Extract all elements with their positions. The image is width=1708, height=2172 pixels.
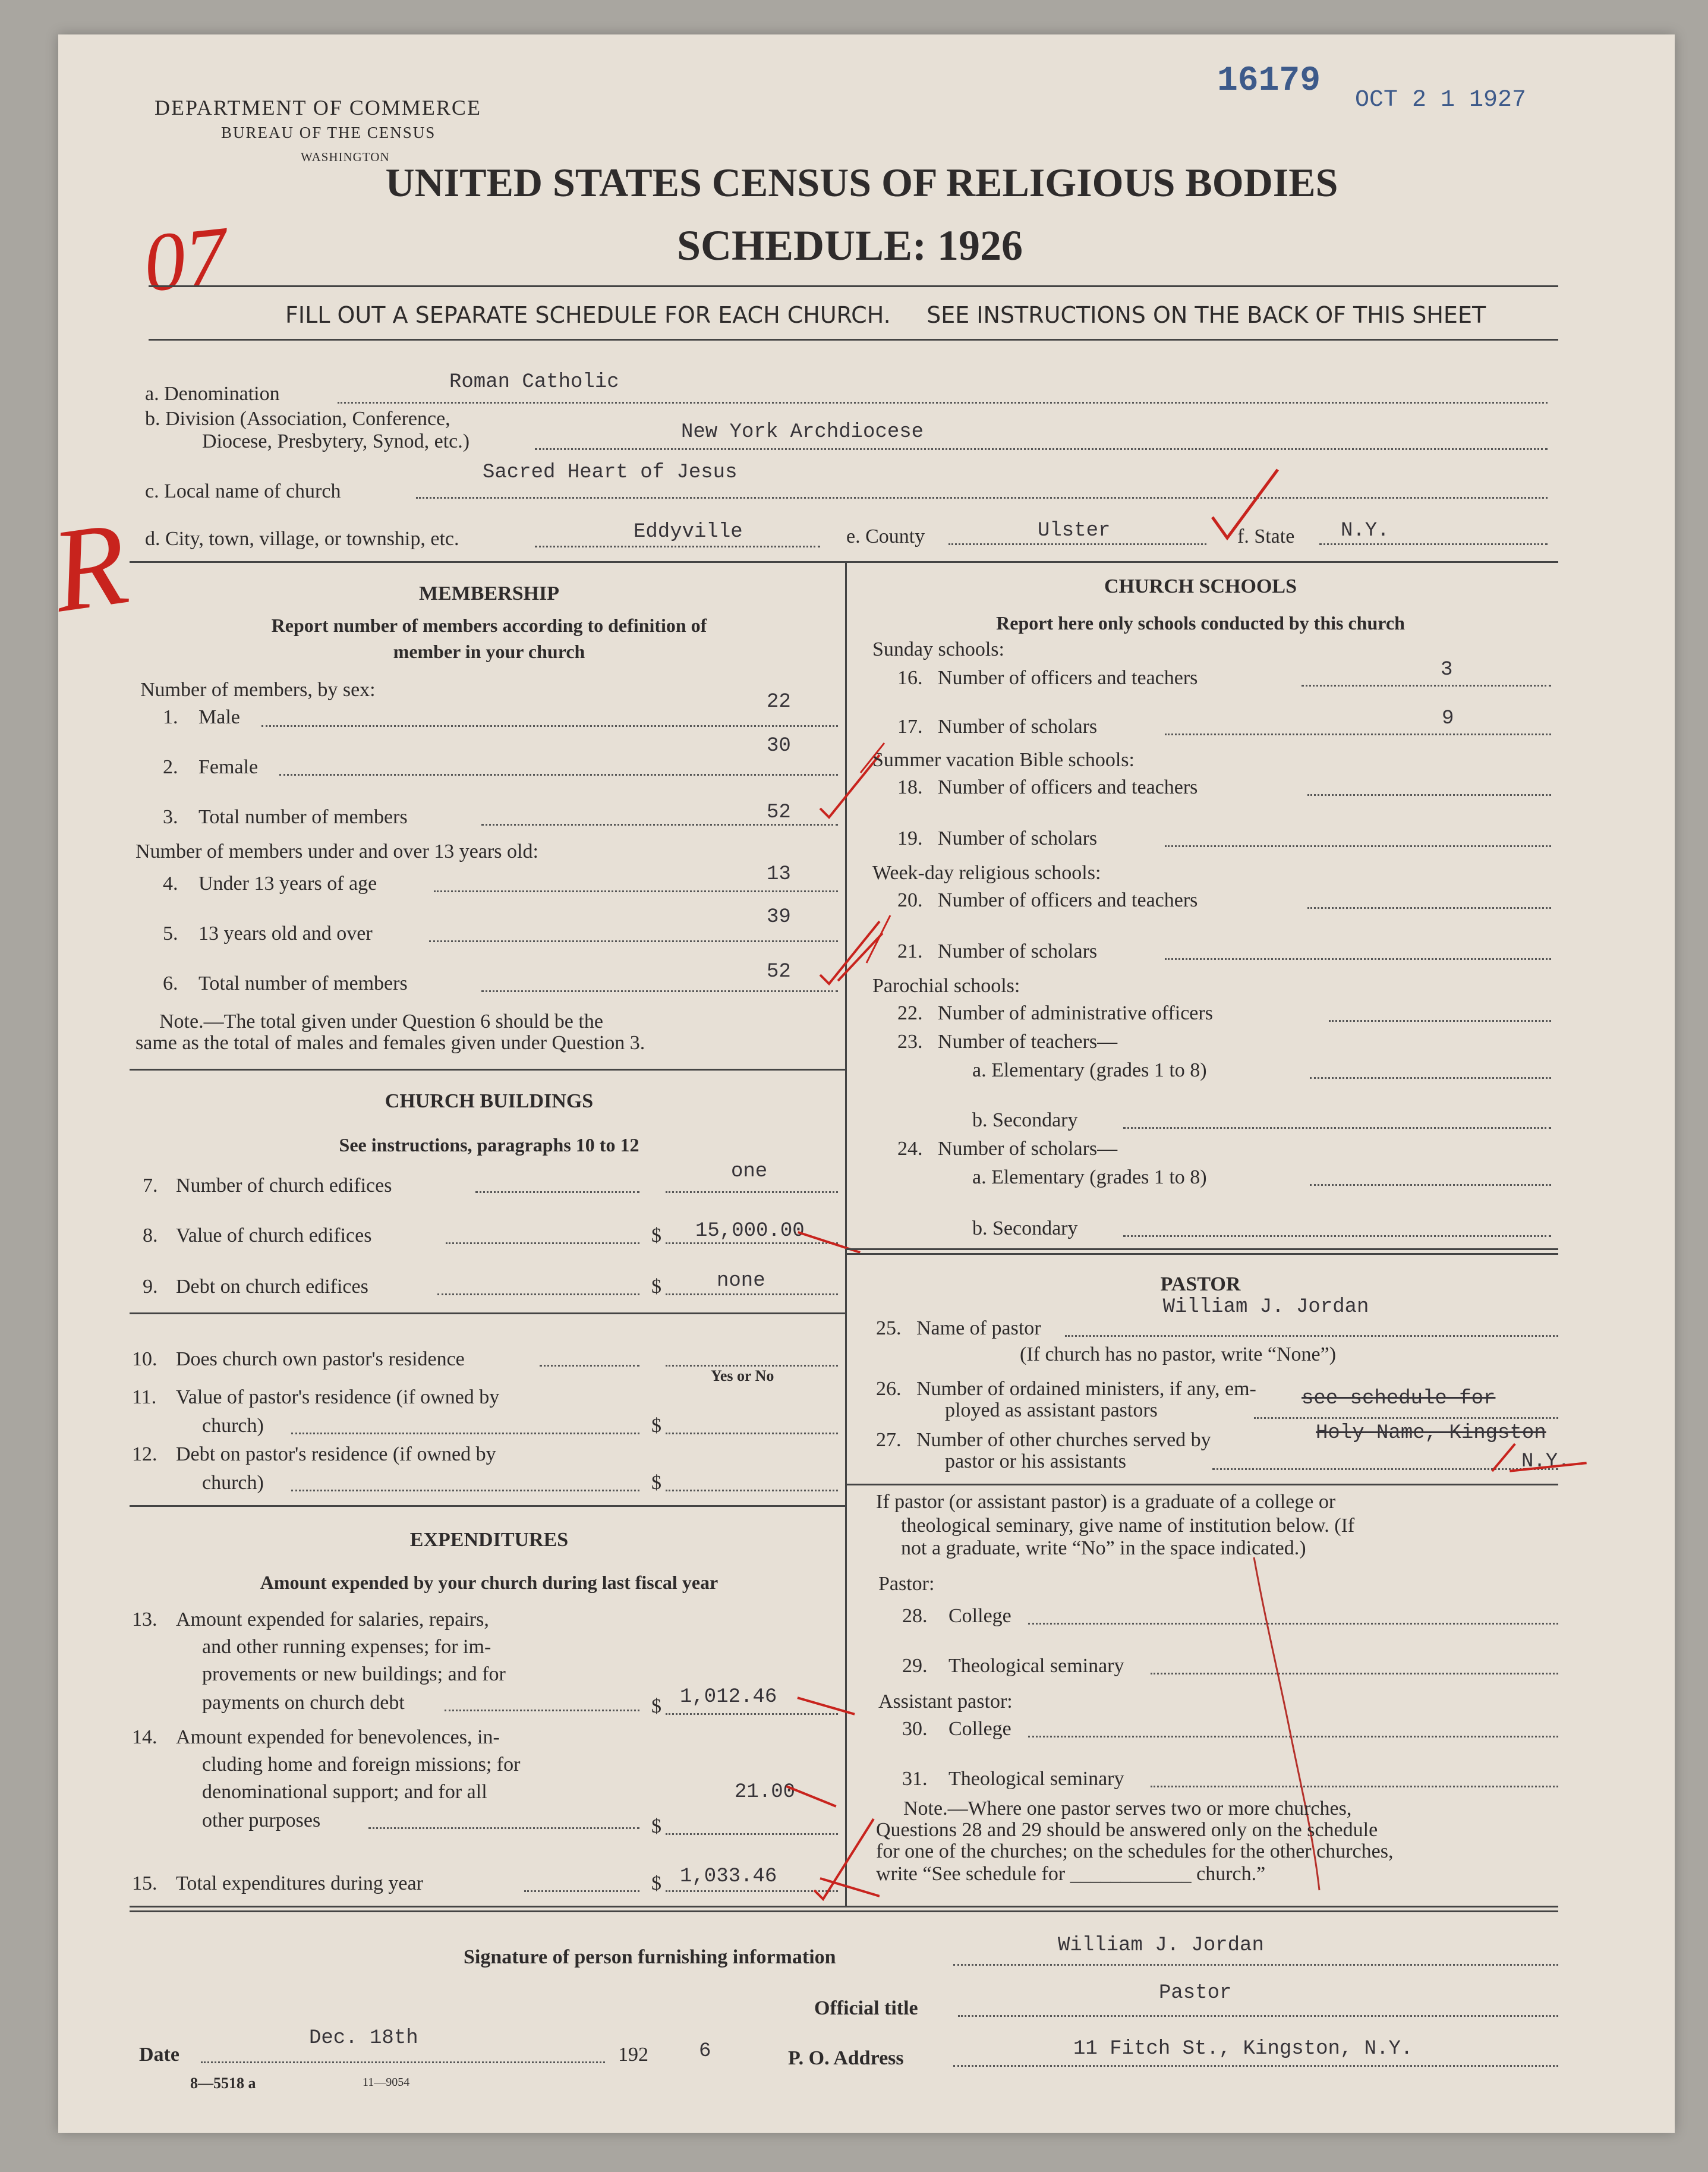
division-label: b. Division (Association, Conference, (145, 408, 450, 430)
pastor-note-3: for one of the churches; on the schedules for the other churches, (876, 1840, 1394, 1862)
q20-label: Number of officers and teachers (938, 889, 1198, 911)
q10-label: Does church own pastor's residence (176, 1348, 465, 1370)
q29-label: Theological seminary (948, 1655, 1124, 1677)
q13-label-4: payments on church debt (202, 1692, 405, 1714)
membership-note: Note.—The total given under Question 6 should be the (159, 1011, 603, 1033)
buildings-heading: CHURCH BUILDINGS (385, 1090, 594, 1112)
membership-subheading-cont: member in your church (393, 641, 585, 662)
q19-field[interactable] (1165, 845, 1551, 847)
assistant-subheading: Assistant pastor: (878, 1691, 1013, 1713)
q9-field[interactable]: none (717, 1270, 765, 1292)
q14-label-3: denominational support; and for all (202, 1781, 487, 1803)
membership-heading: MEMBERSHIP (418, 583, 560, 605)
pastor-note-2: Questions 28 and 29 should be answered only on the schedule (876, 1819, 1378, 1841)
city-label: WASHINGTON (301, 150, 390, 164)
membership-subheading: Report number of members according to definition of (271, 615, 707, 636)
q9-label: Debt on church edifices (176, 1276, 368, 1298)
bottom-double-rule (130, 1906, 1558, 1907)
pastor-rule (846, 1484, 1558, 1485)
form-subtitle: SCHEDULE: 1926 (676, 222, 1023, 269)
q1-label: Male (198, 706, 240, 728)
q31-field[interactable] (1151, 1786, 1558, 1787)
graduate-instruction: If pastor (or assistant pastor) is a graduate of a college or (876, 1491, 1336, 1513)
bureau-label: BUREAU OF THE CENSUS (221, 124, 436, 141)
q28-number: 28. (902, 1605, 928, 1627)
q24b-field[interactable] (1123, 1235, 1551, 1237)
q16-label: Number of officers and teachers (938, 667, 1198, 689)
q23b-field[interactable] (1123, 1127, 1551, 1129)
q11-label-cont: church) (202, 1415, 264, 1437)
receipt-stamp-date: OCT 2 1 1927 (1355, 87, 1527, 114)
membership-note-cont: same as the total of males and females given under Question 3. (135, 1032, 645, 1054)
denomination-label: a. Denomination (145, 383, 280, 405)
q14-label-2: cluding home and foreign missions; for (202, 1754, 521, 1776)
handwritten-code: 07 (139, 209, 232, 310)
q22-number: 22. (897, 1002, 923, 1024)
red-checkmark-q15 (808, 1813, 880, 1902)
q21-label: Number of scholars (938, 940, 1098, 962)
q7-field[interactable]: one (731, 1160, 768, 1183)
po-address-field[interactable]: 11 Fitch St., Kingston, N.Y. (1073, 2038, 1413, 2060)
department-label: DEPARTMENT OF COMMERCE (155, 96, 481, 119)
graduate-instruction-2: theological seminary, give name of institution below. (If (901, 1515, 1355, 1537)
summer-schools-label: Summer vacation Bible schools: (872, 749, 1135, 771)
q15-total-field[interactable]: 1,033.46 (680, 1865, 777, 1888)
q18-field[interactable] (1307, 794, 1551, 796)
q4-label: Under 13 years of age (198, 873, 377, 895)
q25-hint: (If church has no pastor, write “None”) (1020, 1343, 1337, 1365)
q1-number: 1. (163, 706, 178, 728)
pastor-subheading: Pastor: (878, 1573, 935, 1595)
q21-field[interactable] (1165, 958, 1551, 960)
pastor-note: Note.—Where one pastor serves two or more churches, (903, 1798, 1352, 1820)
state-field[interactable]: N.Y. (1341, 520, 1389, 542)
age-heading: Number of members under and over 13 years old: (135, 841, 538, 862)
q22-label: Number of administrative officers (938, 1002, 1213, 1024)
q26-number: 26. (876, 1378, 902, 1400)
q3-label: Total number of members (198, 806, 408, 828)
q2-number: 2. (163, 756, 178, 778)
schools-rule (846, 1248, 1558, 1250)
local-name-field[interactable]: Sacred Heart of Jesus (483, 461, 738, 484)
q14-label: Amount expended for benevolences, in- (176, 1726, 500, 1748)
q17-label: Number of scholars (938, 716, 1098, 738)
q12-field[interactable] (666, 1490, 838, 1491)
q27-label: Number of other churches served by (916, 1429, 1211, 1451)
red-checkmark-county (1200, 464, 1284, 547)
q1-male-field[interactable]: 22 (767, 691, 791, 713)
q3-number: 3. (163, 806, 178, 828)
q26-field[interactable]: see schedule for (1302, 1387, 1496, 1410)
q15-number: 15. (132, 1872, 157, 1894)
q6-total-field[interactable]: 52 (767, 961, 791, 983)
form-title: UNITED STATES CENSUS OF RELIGIOUS BODIES (385, 160, 1338, 205)
county-field[interactable]: Ulster (1038, 520, 1111, 542)
red-margin-strokes (849, 737, 896, 987)
q13-currency: $ (651, 1695, 661, 1717)
year-field[interactable]: 6 (699, 2040, 711, 2063)
header-rule-top (149, 285, 1558, 287)
po-address-label: P. O. Address (788, 2047, 904, 2069)
q10-number: 10. (132, 1348, 157, 1370)
q9-currency: $ (651, 1276, 661, 1298)
q4-field[interactable]: 13 (767, 863, 791, 886)
form-number: 8—5518 a (190, 2075, 256, 2092)
q12-label: Debt on pastor's residence (if owned by (176, 1443, 496, 1465)
q14-number: 14. (132, 1726, 157, 1748)
division-field[interactable]: New York Archdiocese (681, 421, 924, 443)
q21-number: 21. (897, 940, 923, 962)
q15-label: Total expenditures during year (176, 1872, 423, 1894)
q23-label: Number of teachers— (938, 1031, 1118, 1053)
date-label: Date (139, 2044, 179, 2066)
sunday-schools-label: Sunday schools: (872, 638, 1004, 660)
q7-number: 7. (143, 1175, 158, 1197)
q13-label: Amount expended for salaries, repairs, (176, 1608, 489, 1630)
q16-number: 16. (897, 667, 923, 689)
q13-label-3: provements or new buildings; and for (202, 1663, 506, 1685)
state-label: f. State (1237, 525, 1295, 547)
q24-label: Number of scholars— (938, 1138, 1118, 1160)
q10-field[interactable] (666, 1337, 838, 1365)
division-label-cont: Diocese, Presbytery, Synod, etc.) (202, 430, 470, 452)
q20-field[interactable] (1307, 907, 1551, 909)
q9-number: 9. (143, 1276, 158, 1298)
q5-label: 13 years old and over (198, 923, 373, 945)
q19-label: Number of scholars (938, 827, 1098, 849)
q3-total-field[interactable]: 52 (767, 801, 791, 824)
section-rule-main (130, 561, 1558, 563)
date-field[interactable]: Dec. 18th (309, 2027, 418, 2050)
receipt-stamp-number: 16179 (1217, 62, 1321, 100)
expenditures-subheading: Amount expended by your church during last fiscal year (260, 1572, 719, 1593)
buildings-rule (130, 1312, 845, 1314)
q8-field[interactable]: 15,000.00 (695, 1220, 805, 1242)
q11-number: 11. (132, 1386, 157, 1408)
q11-field[interactable] (666, 1433, 838, 1434)
q30-label: College (948, 1718, 1011, 1740)
q31-label: Theological seminary (948, 1768, 1124, 1790)
q18-number: 18. (897, 776, 923, 798)
q23a-label: a. Elementary (grades 1 to 8) (972, 1059, 1207, 1081)
membership-rule (130, 1069, 845, 1071)
q30-number: 30. (902, 1718, 928, 1740)
local-name-label: c. Local name of church (145, 480, 341, 502)
q11-label: Value of pastor's residence (if owned by (176, 1386, 500, 1408)
q11-currency: $ (651, 1415, 661, 1437)
q26-label: Number of ordained ministers, if any, em- (916, 1378, 1256, 1400)
official-title-label: Official title (814, 1997, 918, 2019)
q6-number: 6. (163, 972, 178, 994)
signature-label: Signature of person furnishing information (464, 1946, 836, 1968)
print-number: 11—9054 (363, 2076, 410, 2089)
handwritten-r-mark: R (45, 497, 135, 638)
q7-label: Number of church edifices (176, 1175, 392, 1197)
separate-schedule-instruction: FILL OUT A SEPARATE SCHEDULE FOR EACH CHURCH. SEE INSTRUCTIONS ON THE BACK OF THIS SHEET (285, 302, 1486, 328)
q13-label-2: and other running expenses; for im- (202, 1636, 491, 1658)
q12-number: 12. (132, 1443, 157, 1465)
q31-number: 31. (902, 1768, 928, 1790)
schools-heading: CHURCH SCHOOLS (1104, 575, 1297, 597)
q27-label-cont: pastor or his assistants (945, 1450, 1127, 1472)
q23b-label: b. Secondary (972, 1109, 1078, 1131)
q24a-label: a. Elementary (grades 1 to 8) (972, 1166, 1207, 1188)
city-label-field: d. City, town, village, or township, etc. (145, 528, 459, 550)
q5-number: 5. (163, 923, 178, 945)
county-label: e. County (846, 525, 925, 547)
q8-label: Value of church edifices (176, 1224, 372, 1246)
q18-label: Number of officers and teachers (938, 776, 1198, 798)
q6-label: Total number of members (198, 972, 408, 994)
graduate-instruction-3: not a graduate, write “No” in the space indicated.) (901, 1537, 1306, 1559)
q25-label: Name of pastor (916, 1317, 1041, 1339)
residence-rule (130, 1505, 845, 1507)
weekday-schools-label: Week-day religious schools: (872, 862, 1101, 884)
q10-hint: Yes or No (711, 1367, 774, 1384)
schools-subheading: Report here only schools conducted by this church (996, 612, 1405, 634)
header-rule-bottom (149, 339, 1558, 341)
q27-field-cont[interactable]: N.Y. (1521, 1450, 1570, 1473)
q23-number: 23. (897, 1031, 923, 1053)
pastor-note-4: write “See schedule for ____________ church.” (876, 1863, 1266, 1885)
q25-pastor-name-field[interactable]: William J. Jordan (1162, 1296, 1369, 1318)
buildings-subheading: See instructions, paragraphs 10 to 12 (339, 1134, 639, 1156)
expenditures-heading: EXPENDITURES (409, 1529, 569, 1551)
q4-number: 4. (163, 873, 178, 895)
pastor-heading: PASTOR (1160, 1273, 1241, 1295)
q27-field[interactable]: Holy Name, Kingston (1316, 1422, 1546, 1444)
q15-currency: $ (651, 1872, 661, 1894)
q27-number: 27. (876, 1429, 902, 1451)
q17-field[interactable]: 9 (1442, 707, 1454, 730)
q12-currency: $ (651, 1472, 661, 1494)
q20-number: 20. (897, 889, 923, 911)
year-prefix: 192 (618, 2044, 648, 2066)
q2-female-field[interactable]: 30 (767, 735, 791, 757)
q23a-field[interactable] (1310, 1077, 1551, 1079)
q25-number: 25. (876, 1317, 902, 1339)
parochial-schools-label: Parochial schools: (872, 975, 1020, 997)
q24-number: 24. (897, 1138, 923, 1160)
q13-field[interactable]: 1,012.46 (680, 1686, 777, 1708)
signature-field[interactable]: William J. Jordan (1058, 1934, 1264, 1957)
q8-currency: $ (651, 1224, 661, 1246)
official-title-field[interactable]: Pastor (1159, 1982, 1232, 2004)
q12-label-cont: church) (202, 1472, 264, 1494)
q24a-field[interactable] (1310, 1184, 1551, 1186)
q22-field[interactable] (1329, 1020, 1551, 1022)
q24b-label: b. Secondary (972, 1217, 1078, 1239)
q5-field[interactable]: 39 (767, 906, 791, 928)
city-field[interactable]: Eddyville (634, 521, 743, 543)
q16-field[interactable]: 3 (1441, 659, 1453, 681)
q17-number: 17. (897, 716, 923, 738)
q13-number: 13. (132, 1608, 157, 1630)
q8-number: 8. (143, 1224, 158, 1246)
q2-label: Female (198, 756, 259, 778)
members-by-sex-label: Number of members, by sex: (140, 679, 376, 701)
q14-currency: $ (651, 1815, 661, 1837)
denomination-field[interactable]: Roman Catholic (449, 371, 619, 394)
q28-label: College (948, 1605, 1011, 1627)
q19-number: 19. (897, 827, 923, 849)
q29-number: 29. (902, 1655, 928, 1677)
q14-label-4: other purposes (202, 1809, 321, 1831)
q26-label-cont: ployed as assistant pastors (945, 1399, 1158, 1421)
q29-field[interactable] (1151, 1673, 1558, 1674)
q14-field[interactable]: 21.00 (735, 1781, 796, 1803)
